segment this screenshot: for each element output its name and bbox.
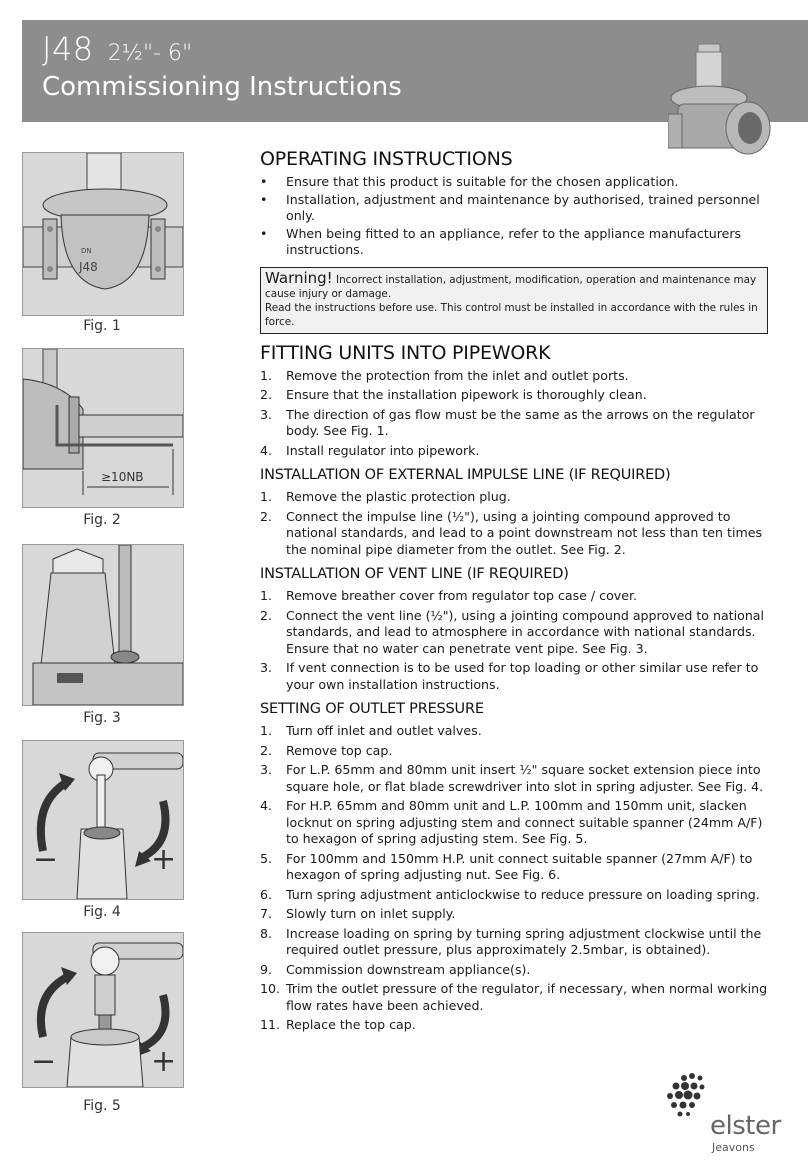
figure-1 <box>22 152 184 316</box>
operating-list <box>260 174 768 259</box>
logo-name: elster <box>710 1111 781 1141</box>
outlet-pressure-heading: SETTING OF OUTLET PRESSURE <box>260 701 484 717</box>
impulse-list <box>260 489 768 558</box>
logo-subname: Jeavons <box>712 1141 755 1154</box>
operating-instructions-heading: OPERATING INSTRUCTIONS <box>260 148 513 170</box>
list-item: 11. Replace the top cap. <box>260 1017 416 1032</box>
warning-box <box>260 267 768 334</box>
model-size: 2½"- 6" <box>107 41 193 66</box>
figure-3 <box>22 544 184 706</box>
list-item: 2. Connect the vent line (½"), using a jointing compound approved to national standards, and lead to atmosphere in accordance with national standards. Ensure that no water can penetrate vent pipe. See Fig. 3. <box>260 607 765 656</box>
impulse-line-heading: INSTALLATION OF EXTERNAL IMPULSE LINE (IF REQUIRED) <box>260 467 671 483</box>
fig4-minus-sign: − <box>33 842 59 877</box>
list-item: 4. For H.P. 65mm and 80mm unit and L.P. 100mm and 150mm unit, slacken locknut on spring adjusting stem and connect suitable spanner (24mm A/F) to hexagon of spring adjusting stem. See Fig. 5. <box>260 798 763 846</box>
list-item: 6. Turn spring adjustment anticlockwise to reduce pressure on loading spring. <box>260 886 760 902</box>
list-item: 3. The direction of gas flow must be the same as the arrows on the regulator body. See Fig. 1. <box>260 406 755 438</box>
list-item: 2. Connect the impulse line (½"), using a jointing compound approved to national standards, and lead to a point downstream not less than ten times the nominal pipe diameter from the outlet. See Fig. 2. <box>260 508 763 557</box>
fig5-minus-sign: − <box>31 1044 57 1079</box>
warning-text-1: Incorrect installation, adjustment, modification, operation and maintenance may cause injury or damage. <box>265 273 757 300</box>
warning-label: Warning! <box>265 268 333 287</box>
figure-5-caption: Fig. 5 <box>83 1098 121 1114</box>
list-item: • Ensure that this product is suitable for the chosen application. <box>260 174 679 189</box>
list-item: 5. For 100mm and 150mm H.P. unit connect suitable spanner (27mm A/F) to hexagon of spring adjusting nut. See Fig. 6. <box>260 850 753 882</box>
figure-4-caption: Fig. 4 <box>83 904 121 920</box>
list-item: 1. Remove the plastic protection plug. <box>260 489 511 504</box>
model-name: J48 <box>42 30 94 68</box>
fitting-heading: FITTING UNITS INTO PIPEWORK <box>260 341 551 364</box>
list-item: 10. Trim the outlet pressure of the regulator, if necessary, when normal working flow rates have been achieved. <box>260 981 768 1013</box>
fig4-plus-sign: + <box>151 842 177 877</box>
list-item: 1. Turn off inlet and outlet valves. <box>260 723 482 738</box>
product-photo <box>668 40 780 164</box>
list-item: 3. For L.P. 65mm and 80mm unit insert ½" square socket extension piece into square hole, or flat blade screwdriver into slot in spring adjuster. See Fig. 4. <box>260 762 764 794</box>
list-item: 9. Commission downstream appliance(s). <box>260 961 531 977</box>
list-item: • When being fitted to an appliance, refer to the appliance manufacturers instructions. <box>260 225 742 257</box>
document-subtitle: Commissioning Instructions <box>42 72 402 102</box>
figure-1-caption: Fig. 1 <box>83 318 121 334</box>
warning-text-2: Read the instructions before use. This control must be installed in accordance with the rules in force. <box>265 301 758 328</box>
list-item: 1. Remove breather cover from regulator top case / cover. <box>260 588 638 603</box>
list-item: 1. Remove the protection from the inlet and outlet ports. <box>260 367 629 383</box>
figure-2 <box>22 348 184 508</box>
list-item: 2. Ensure that the installation pipework is thoroughly clean. <box>260 387 647 402</box>
document-title <box>42 30 192 68</box>
outlet-list <box>260 723 768 1034</box>
figure-3-caption: Fig. 3 <box>83 710 121 726</box>
list-item: • Installation, adjustment and maintenance by authorised, trained personnel only. <box>260 191 760 223</box>
list-item: 7. Slowly turn on inlet supply. <box>260 906 456 921</box>
fig5-plus-sign: + <box>151 1044 177 1079</box>
vent-list <box>260 588 768 693</box>
instructions-content <box>260 148 768 1037</box>
figure-4 <box>22 740 184 900</box>
fig1-arrow-label: DN <box>81 247 92 255</box>
fig1-body-label: J48 <box>79 260 98 274</box>
figure-2-caption: Fig. 2 <box>83 512 121 528</box>
list-item: 8. Increase loading on spring by turning spring adjustment clockwise until the required outlet pressure, plus approximately 2.5mbar, is obtained). <box>260 925 762 957</box>
figure-5 <box>22 932 184 1088</box>
list-item: 2. Remove top cap. <box>260 742 393 758</box>
fig2-dimension-label: ≥10NB <box>101 470 144 484</box>
list-item: 3. If vent connection is to be used for top loading or other similar use refer to your own installation instructions. <box>260 660 759 692</box>
vent-line-heading: INSTALLATION OF VENT LINE (IF REQUIRED) <box>260 566 569 582</box>
fitting-list <box>260 368 768 460</box>
list-item: 4. Install regulator into pipework. <box>260 442 480 458</box>
